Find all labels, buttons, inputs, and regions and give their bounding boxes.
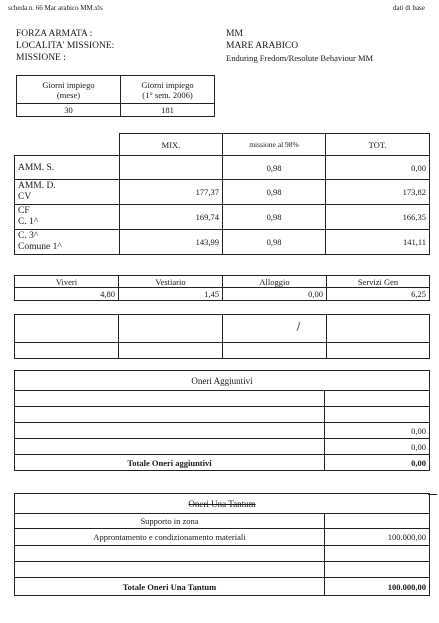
approntamento-label: Approntamento e condizionamento materiali <box>15 529 325 546</box>
giorni-sem-header <box>121 76 215 104</box>
oneri-aggiuntivi-total-label: Totale Oneri aggiuntivi <box>15 455 325 471</box>
forza-armata-label: FORZA ARMATA : <box>16 29 93 39</box>
giorni-mese-value: 30 <box>17 104 121 117</box>
giorni-mese-header <box>17 76 121 104</box>
giorni-sem-value: 181 <box>121 104 215 117</box>
amm-row-label-line2: Comune 1^ <box>18 242 62 252</box>
servizi-value: 1,45 <box>119 288 223 301</box>
empty-cell <box>327 315 430 343</box>
una-tantum-empty-row <box>15 546 325 562</box>
oneri-aggiuntivi-total-value: 0,00 <box>325 455 430 471</box>
amm-row-label <box>15 205 120 230</box>
amm-row-label-line2: CV <box>18 192 32 202</box>
amm-row-label-line1: C. 3^ <box>18 231 39 241</box>
amm-header-mix: MIX. <box>120 134 223 156</box>
empty-cell <box>119 343 223 359</box>
supporto-zona-value <box>325 514 430 529</box>
servizi-header: Vestiario <box>119 276 223 288</box>
oneri-aggiuntivi-row-label <box>15 407 325 423</box>
servizi-header: Servizi Gen <box>327 276 430 288</box>
una-tantum-empty-row <box>325 546 430 562</box>
amm-corner-cell <box>15 134 120 156</box>
amm-row-pct: 0,98 <box>223 205 326 230</box>
amm-row-mix: 169,74 <box>120 205 223 230</box>
oneri-aggiuntivi-row-value <box>325 391 430 407</box>
servizi-value: 4,80 <box>15 288 119 301</box>
oneri-una-tantum-table <box>14 493 430 596</box>
empty-cell <box>15 343 119 359</box>
servizi-value: 6,25 <box>327 288 430 301</box>
supporto-zona-label: Supporto in zona <box>15 514 325 529</box>
amm-row-mix: 177,37 <box>120 180 223 205</box>
margin-tick-mark <box>428 494 437 495</box>
file-name: scheda n. 66 Mar arabico MM.xls <box>8 4 103 12</box>
una-tantum-total-value: 100.000,00 <box>325 578 430 596</box>
servizi-header: Alloggio <box>223 276 327 288</box>
amm-row-label <box>15 230 120 255</box>
oneri-aggiuntivi-row-value: 0,00 <box>325 423 430 439</box>
servizi-table <box>14 275 430 301</box>
amm-row-label <box>15 180 120 205</box>
giorni-table <box>16 75 215 117</box>
oneri-aggiuntivi-row-label <box>15 439 325 455</box>
amm-row-tot: 0,00 <box>326 156 430 180</box>
empty-cell <box>327 343 430 359</box>
amm-row-label <box>15 156 120 180</box>
amm-header-missione: missione al 98% <box>223 134 326 156</box>
amm-header-tot: TOT. <box>326 134 430 156</box>
amm-row-pct: 0,98 <box>223 180 326 205</box>
empty-cell <box>223 343 327 359</box>
amm-row-mix: 143,99 <box>120 230 223 255</box>
una-tantum-empty-row <box>15 562 325 578</box>
header-right-label: dati di base <box>393 4 425 12</box>
missione-label: MISSIONE : <box>16 53 66 63</box>
oneri-aggiuntivi-row-label <box>15 391 325 407</box>
una-tantum-total-label: Totale Oneri Una Tantum <box>15 578 325 596</box>
giorni-sem-header-line1: Giorni impiego <box>141 79 194 90</box>
amm-row-label-line1: AMM. S. <box>18 162 55 173</box>
oneri-aggiuntivi-row-value <box>325 407 430 423</box>
oneri-aggiuntivi-title: Oneri Aggiuntivi <box>15 371 430 391</box>
giorni-sem-header-line2: (1° sem. 2006) <box>142 89 193 100</box>
amm-row-pct: 0,98 <box>223 230 326 255</box>
missione-value: Enduring Fredom/Resolute Behaviour MM <box>226 53 374 63</box>
empty-cell <box>15 315 119 343</box>
amm-row-label-line2: C. 1^ <box>18 217 39 227</box>
oneri-aggiuntivi-row-label <box>15 423 325 439</box>
amm-table <box>14 133 430 255</box>
amm-row-tot: 141,11 <box>326 230 430 255</box>
amm-row-label-line1: CF <box>18 206 30 216</box>
localita-label: LOCALITA' MISSIONE: <box>16 41 115 51</box>
oneri-aggiuntivi-row-value: 0,00 <box>325 439 430 455</box>
amm-row-tot: 166,35 <box>326 205 430 230</box>
giorni-mese-header-line2: (mese) <box>56 89 81 100</box>
giorni-mese-header-line1: Giorni impiego <box>42 79 95 90</box>
empty-grid-table <box>14 314 430 359</box>
forza-armata-value: MM <box>226 29 243 39</box>
amm-row-mix <box>120 156 223 180</box>
una-tantum-empty-row <box>325 562 430 578</box>
amm-row-label-line1: AMM. D. <box>18 181 56 191</box>
amm-row-pct: 0,98 <box>223 156 326 180</box>
servizi-header: Viveri <box>15 276 119 288</box>
amm-row-tot: 173,82 <box>326 180 430 205</box>
oneri-una-tantum-title: Oneri Una Tantum <box>15 494 430 514</box>
servizi-value: 0,00 <box>223 288 327 301</box>
approntamento-value: 100.000,00 <box>325 529 430 546</box>
empty-cell <box>119 315 223 343</box>
localita-value: MARE ARABICO <box>226 41 299 51</box>
oneri-aggiuntivi-table <box>14 370 430 471</box>
empty-cell <box>223 315 327 343</box>
